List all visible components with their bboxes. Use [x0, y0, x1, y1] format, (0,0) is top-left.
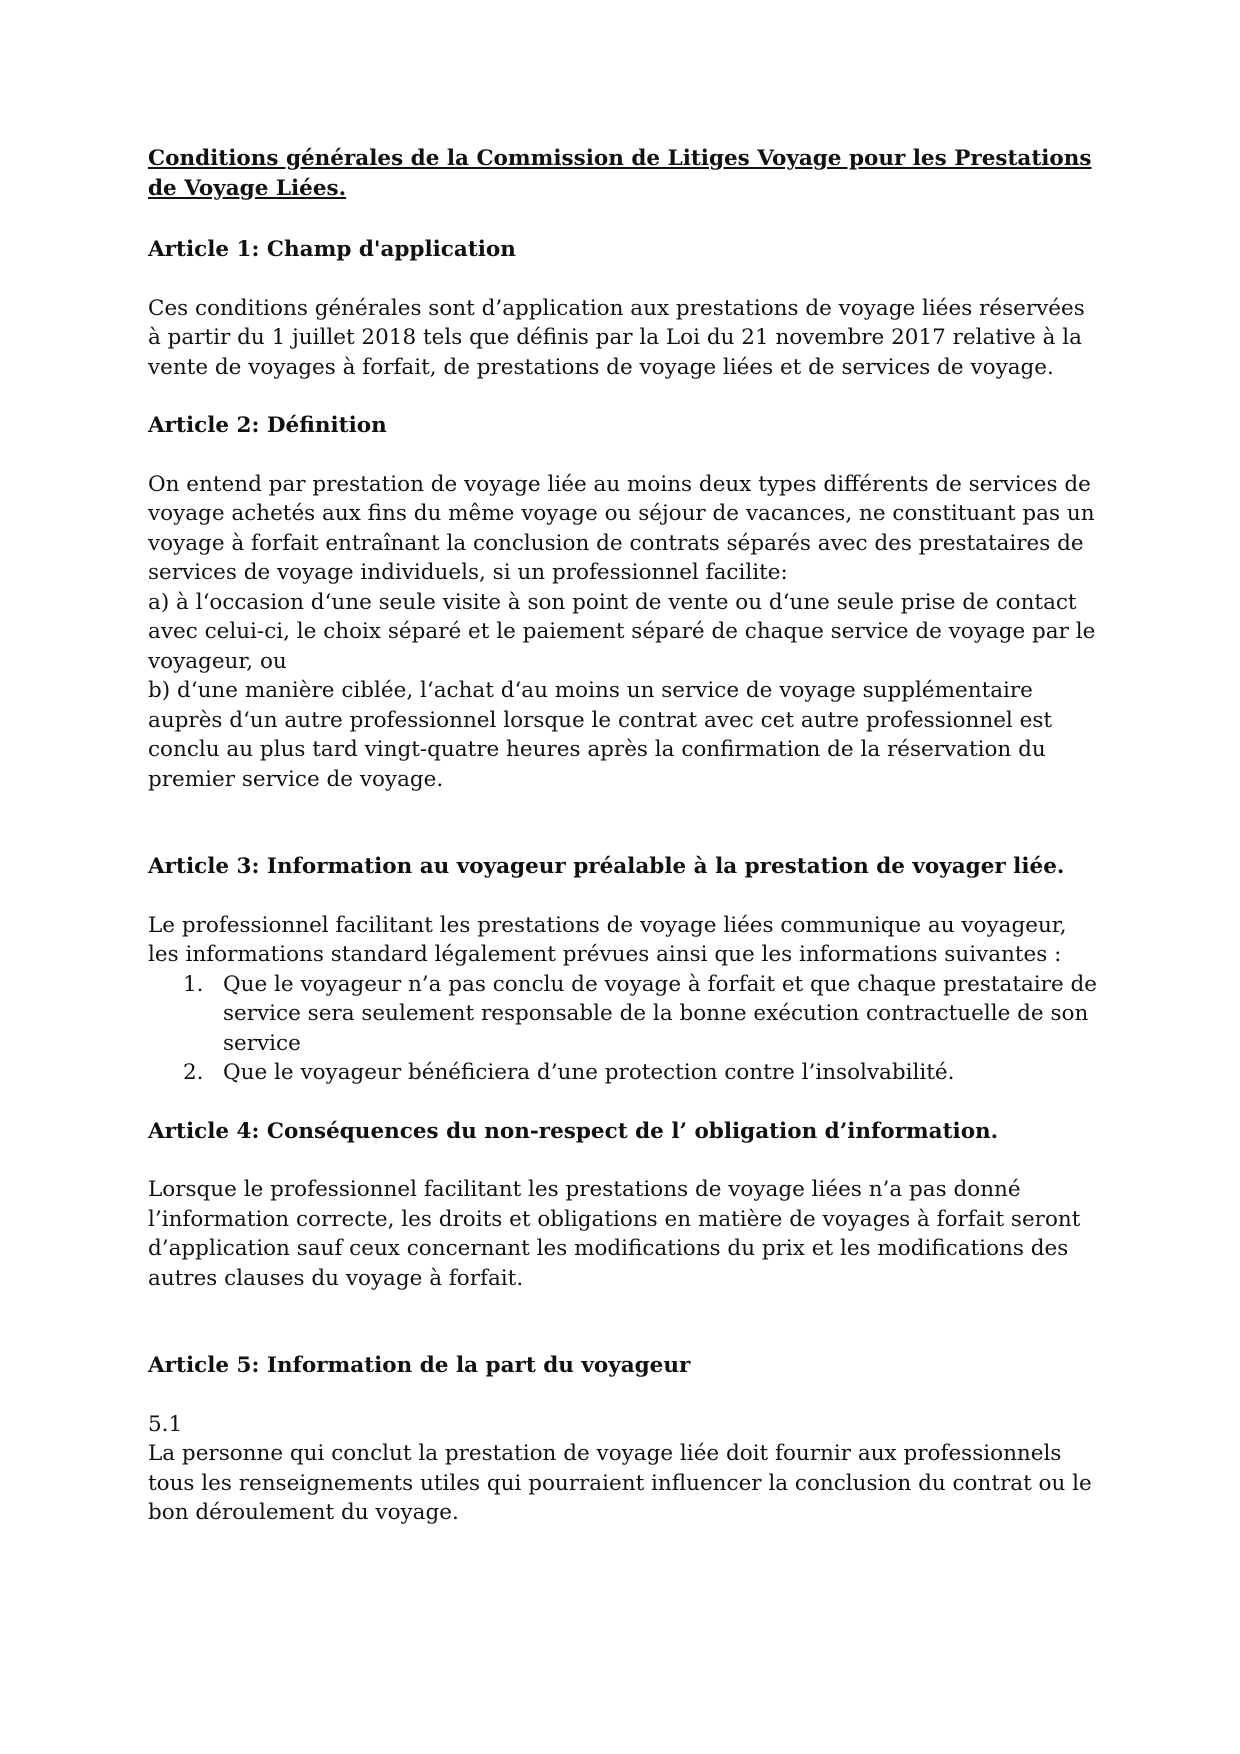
article-2-heading: Article 2: Définition [148, 413, 387, 438]
article-5-body: La personne qui conclut la prestation de voyage liée doit fournir aux professionnels tous les renseignements utiles qui pourraient influencer la conclusion du contrat ou le bon déroulement du voyage. [148, 1441, 1092, 1525]
article-2-item-b: b) d‘une manière ciblée, l‘achat d‘au moins un service de voyage supplémentaire auprès d‘un autre professionnel lorsque le contrat avec cet autre professionnel est conclu au plus tard vingt-quatre heures après la confirmation de la réservation du premier service de voyage. [148, 678, 1053, 792]
article-1 [148, 235, 1098, 382]
article-4-heading: Article 4: Conséquences du non-respect de l’ obligation d’information. [148, 1118, 999, 1144]
article-1-body: Ces conditions générales sont d’application aux prestations de voyage liées réservées à partir du 1 juillet 2018 tels que définis par la Loi du 21 novembre 2017 relative à la vente de voyages à forfait, de prestations de voyage liées et de services de voyage. [148, 295, 1085, 380]
article-3-heading: Article 3: Information au voyageur préalable à la prestation de voyager liée. [148, 854, 1065, 879]
article-1-heading: Article 1: Champ d'application [148, 237, 516, 262]
article-2-item-a: a) à l‘occasion d‘une seule visite à son point de vente ou d‘une seule prise de contact avec celui-ci, le choix séparé et le paiement séparé de chaque service de voyage par le voyageur, ou [148, 589, 1096, 674]
article-4-body: Lorsque le professionnel facilitant les prestations de voyage liées n’a pas donné l’information correcte, les droits et obligations en matière de voyages à forfait seront d’application sauf ceux concernant les modifications du prix et les modifications des autres clauses du voyage à forfait. [148, 1177, 1081, 1291]
article-4 [148, 1117, 1098, 1294]
article-2-intro: On entend par prestation de voyage liée au moins deux types différents de services de voyage achetés aux fins du même voyage ou séjour de vacances, ne constituant pas un voyage à forfait entraînant la conclusion de contrats séparés avec des prestataires de services de voyage individuels, si un professionnel facilite: [148, 471, 1095, 585]
list-item-text: Que le voyageur n’a pas conclu de voyage à forfait et que chaque prestataire de service sera seulement responsable de la bonne exécution contractuelle de son service [223, 971, 1097, 1056]
article-5-heading: Article 5: Information de la part du voyageur [148, 1353, 691, 1378]
article-5-sub-number: 5.1 [148, 1411, 183, 1437]
article-5 [148, 1351, 1098, 1528]
list-item [148, 970, 1098, 1059]
article-3 [148, 852, 1098, 1088]
list-item-number: 1. [183, 971, 204, 997]
list-item-text: Que le voyageur bénéficiera d’une protection contre l’insolvabilité. [223, 1060, 955, 1085]
article-2 [148, 411, 1098, 794]
list-item [148, 1058, 1098, 1088]
article-3-list [148, 970, 1098, 1088]
list-item-number: 2. [183, 1060, 204, 1085]
document-page [148, 144, 1098, 1528]
document-title: Conditions générales de la Commission de Litiges Voyage pour les Prestations de Voyage Liées. [148, 146, 1092, 201]
article-3-intro: Le professionnel facilitant les prestations de voyage liées communique au voyageur, les informations standard légalement prévues ainsi que les informations suivantes : [148, 912, 1067, 967]
